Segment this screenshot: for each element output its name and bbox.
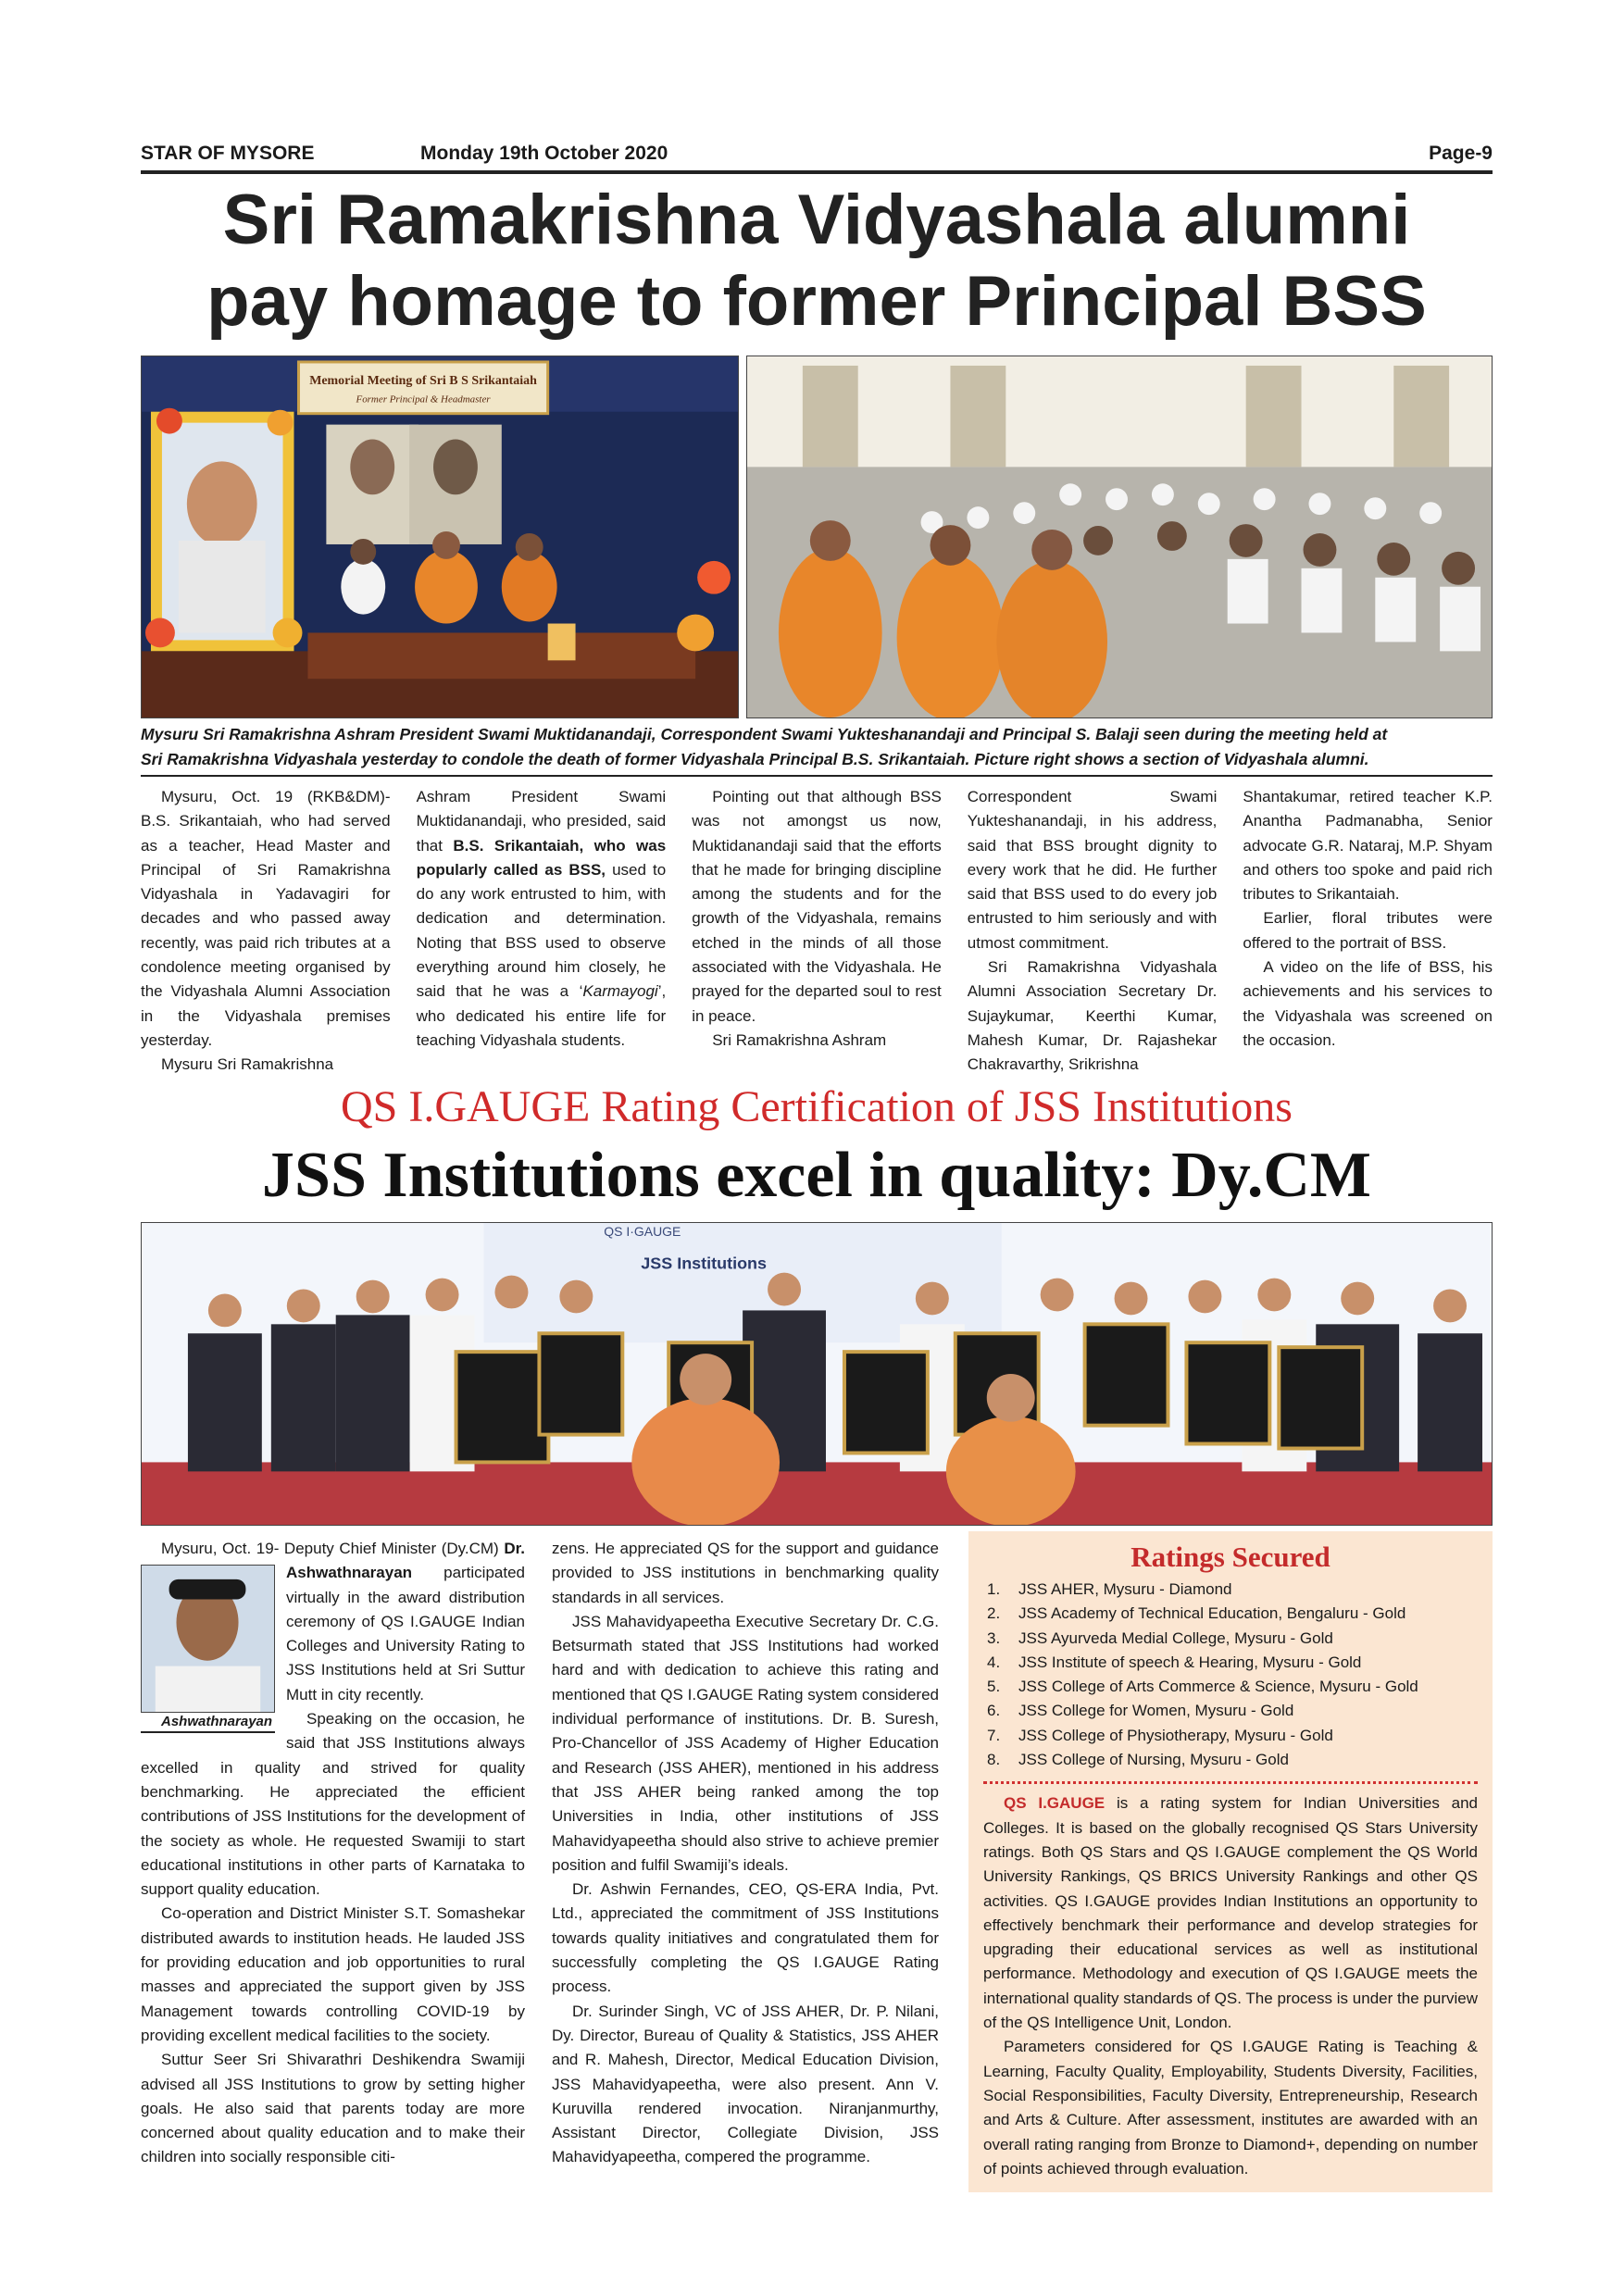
photo-alumni-audience [746,356,1493,718]
story1-column-1: Mysuru, Oct. 19 (RKB&DM)- B.S. Srikantaiah, who had served as a teacher, Head Master and Principal of Sri Ramakrishna Vidyashala in Yadavagiri for decades and who passed away recently, was paid rich tributes at a condolence meeting organised by the Vidyashala Alumni Association in the Vidyashala premises yesterday. Mysuru Sri Ramakrishna [141,788,391,1074]
page-number: Page-9 [1429,143,1493,164]
photo-award-group [141,1222,1493,1526]
story1-headline-line2: pay homage to former Principal BSS [206,262,1427,341]
list-item: 4. JSS Institute of speech & Hearing, Mysuru - Gold [987,1653,1362,1671]
list-item: 7. JSS College of Physiotherapy, Mysuru - Gold [987,1726,1333,1744]
portrait-image [142,1566,274,1712]
list-item: 8. JSS College of Nursing, Mysuru - Gold [987,1751,1289,1769]
svg-text:JSS Institutions: JSS Institutions [641,1254,768,1273]
photo-banner-text: QS I·GAUGE [604,1223,681,1239]
list-item: 1. JSS AHER, Mysuru - Diamond [987,1580,1232,1598]
ratings-title: Ratings Secured [1131,1541,1330,1573]
memorial-banner-text: Memorial Meeting of Sri B S Srikantaiah [309,373,537,388]
list-item: 6. JSS College for Women, Mysuru - Gold [987,1702,1294,1720]
photo-stage-memorial [141,356,739,718]
ratings-list [983,1578,1478,1772]
ratings-secured-box [968,1531,1493,2192]
story1-column-2: Ashram President Swami Muktidanandaji, who presided, said that B.S. Srikantaiah, who was popularly called as BSS, used to do any work entrusted to him, with dedication and determination. Noting that BSS used to observe everything around him closely, he said that he was a ‘Karmayogi’, who dedicated his entire life for teaching Vidyashala students. [416,788,667,1049]
story1-body [141,785,1493,1074]
story2-column-2: zens. He appreciated QS for the support and guidance provided to JSS institutions in benchmarking quality standards in all services. JSS Mahavidyapeetha Executive Secretary Dr. C.G. Betsurmath stated that JSS Institutions had worked hard and with dedication to achieve this rating and mentioned that QS I.GAUGE Rating system considered individual performance of institutions. Dr. B. Suresh, Pro-Chancellor of JSS Academy of Higher Education and Research (JSS AHER), mentioned in his address that JSS AHER being ranked among the top Universities in India, other institutions of JSS Mahavidyapeetha should also strive to achieve premier position and fulfil Swamiji’s ideals. Dr. Ashwin Fernandes, CEO, QS-ERA India, Pvt. Ltd., appreciated the commitment of JSS Institutions towards quality initiatives and congratulated them for successfully completing the QS I.GAUGE Rating process. Dr. Surinder Singh, VC of JSS AHER, Dr. P. Nilani, Dy. Director, Bureau of Quality & Statistics, JSS AHER and R. Mahesh, Director, Medical Education Division, JSS Mahavidyapeetha, were also present. Ann V. Kuruvilla rendered invocation. Niranjanmurthy, Assistant Director, Collegiate Division, JSS Mahavidyapeetha, compered the programme. [552,1540,939,2166]
masthead [141,139,1493,174]
svg-text:Former Principal & Headmaster: Former Principal & Headmaster [356,393,491,406]
story1-column-4: Correspondent Swami Yukteshanandaji, in his address, said that BSS brought dignity to every work that he did. He further said that BSS used to do every job entrusted to him seriously and with utmost commitment. Sri Ramakrishna Vidyashala Alumni Association Secretary Dr. Sujaykumar, Keerthi Kumar, Mahesh Kumar, Dr. Rajashekar Chakravarthy, Srikrishna [967,788,1218,1074]
issue-date: Monday 19th October 2020 [420,143,668,164]
story1-photo-caption: Mysuru Sri Ramakrishna Ashram President Swami Muktidanandaji, Correspondent Swami Yukteshanandaji and Principal S. Balaji seen during the meeting held at Sri Ramakrishna Vidyashala yesterday to condole the death of former Vidyashala Principal B.S. Srikantaiah. Picture right shows a section of Vidyashala alumni. [141,722,1493,777]
story2-kicker: QS I.GAUGE Rating Certification of JSS Institutions [341,1082,1293,1131]
list-item: 2. JSS Academy of Technical Education, Bengaluru - Gold [987,1604,1406,1623]
dotted-divider [983,1781,1478,1784]
portrait-caption: Ashwathnarayan [141,1713,275,1733]
paper-name: STAR OF MYSORE [141,143,315,164]
story1-column-3: Pointing out that although BSS was not amongst us now, Muktidanandaji said that the efforts that he made for bringing discipline among the students and for the growth of the Vidyashala, remains etched in the minds of all those associated with the Vidyashala. He prayed for the departed soul to rest in peace. Sri Ramakrishna Ashram [692,788,942,1049]
story2-column-1: Mysuru, Oct. 19- Deputy Chief Minister (Dy.CM) Dr. Ashwathnarayan Ashwathnarayan participated virtually in the award distribution ceremony of QS I.GAUGE Indian Colleges and University Rating to JSS Institutions held at Sri Suttur Mutt in city recently. Speaking on the occasion, he said that JSS Institutions always excelled in quality and strived for quality benchmarking. He appreciated the efficient contributions of JSS Institutions for the development of the society as whole. He requested Swamiji to start educational institutions in other parts of Karnataka to support quality education. Co-operation and District Minister S.T. Somashekar distributed awards to institution heads. He lauded JSS for providing education and job opportunities to rural masses and appreciated the support given by JSS Management towards controlling COVID-19 by providing excellent medical facilities to the society. Suttur Seer Sri Shivarathri Deshikendra Swamiji advised all JSS Institutions to grow by setting higher goals. He also said that parents today are more concerned about quality education and to make their children into socially responsible citi- [141,1540,525,2166]
ratings-description: QS I.GAUGE is a rating system for Indian Universities and Colleges. It is based on the globally recognised QS Stars University ratings. Both QS Stars and QS I.GAUGE complement the QS World University Rankings, QS BRICS University Rankings and other QS activities. QS I.GAUGE provides Indian Institutions an opportunity to effectively benchmark their performance and develop strategies for upgrading their educational services as well as institutional performance. Methodology and execution of QS I.GAUGE meets the international quality standards of QS. The process is under the purview of the QS Intelligence Unit, London. Parameters considered for QS I.GAUGE Rating is Teaching & Learning, Faculty Quality, Employability, Students Diversity, Facilities, Social Responsibilities, Faculty Diversity, Entrepreneurship, Research and Arts & Culture. After assessment, institutes are awarded with an overall rating ranging from Bronze to Diamond+, depending on number of points achieved through evaluation. [983,1794,1478,2177]
story2-headline: JSS Institutions excel in quality: Dy.CM [262,1140,1371,1211]
list-item: 5. JSS College of Arts Commerce & Science, Mysuru - Gold [987,1678,1418,1696]
portrait-ashwathnarayan [141,1565,275,1739]
story1-headline-line1: Sri Ramakrishna Vidyashala alumni [222,181,1411,259]
list-item: 3. JSS Ayurveda Medial College, Mysuru - Gold [987,1628,1333,1647]
story1-column-5: Shantakumar, retired teacher K.P. Anantha Padmanabha, Senior advocate G.R. Nataraj, M.P. Shyam and others too spoke and paid rich tributes to Srikantaiah. Earlier, floral tributes were offered to the portrait of BSS. A video on the life of BSS, his achievements and his services to the Vidyashala was screened on the occasion. [1243,788,1493,1049]
